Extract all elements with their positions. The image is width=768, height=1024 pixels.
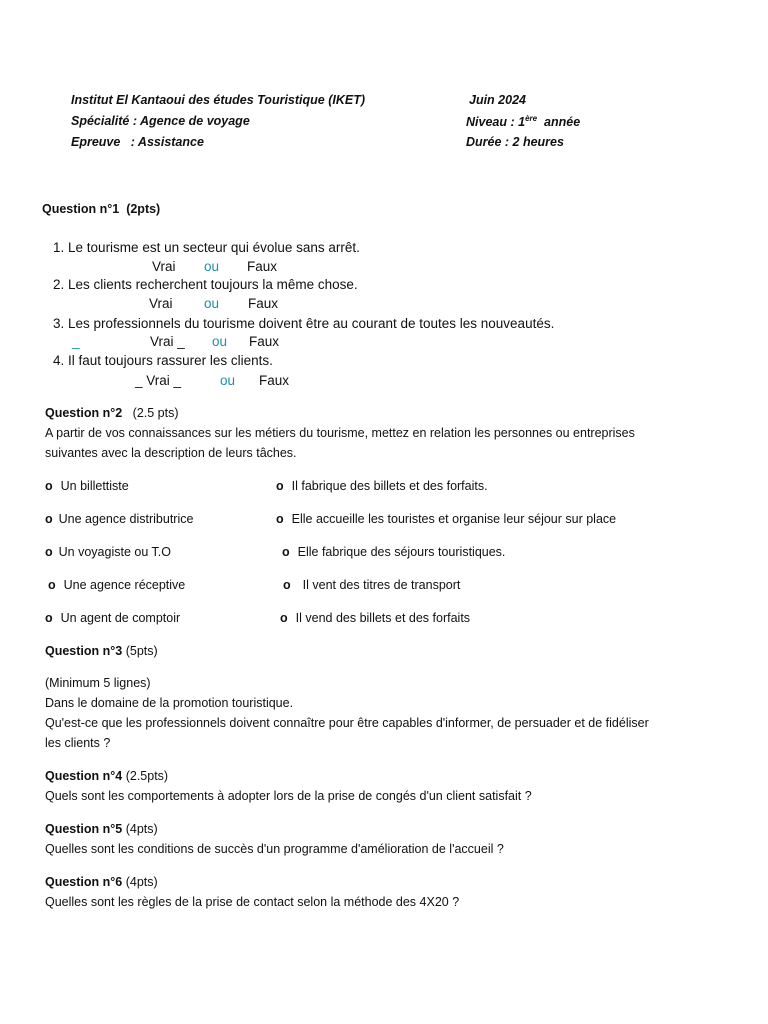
niveau — [466, 114, 580, 129]
q4-text: Quels sont les comportements à adopter lors de la prise de congés d'un client satisfait ? — [45, 789, 532, 803]
q2-right-text-2: Elle accueille les touristes et organise leur séjour sur place — [291, 512, 617, 526]
q5-heading — [45, 822, 158, 836]
q2-intro-line2: suivantes avec la description de leurs tâches. — [45, 446, 297, 460]
q1-item-4-faux: Faux — [259, 373, 290, 388]
niveau-prefix: Niveau : 1 — [466, 115, 526, 130]
q2-left-text-5: Un agent de comptoir — [60, 611, 181, 625]
q1-title: Question n°1 — [42, 202, 120, 216]
q2-left-item-1 — [45, 479, 129, 493]
epreuve: Epreuve : Assistance — [71, 135, 204, 149]
q3-title: Question n°3 — [45, 644, 123, 658]
q2-bullet-icon: o — [45, 512, 53, 526]
q1-item-4 — [53, 353, 273, 368]
q1-points: (2pts) — [126, 202, 161, 216]
q2-right-item-2 — [276, 512, 616, 526]
q3-line2: Dans le domaine de la promotion touristique. — [45, 696, 294, 710]
q1-item-2-ou: ou — [204, 296, 220, 311]
q1-item-4-ou: ou — [220, 373, 236, 388]
q1-item-2-faux: Faux — [248, 296, 279, 311]
q2-left-item-3 — [45, 545, 171, 559]
niveau-sup: ère — [525, 114, 538, 123]
q1-item-2-vrai: Vrai — [149, 296, 173, 311]
q2-left-text-4: Une agence réceptive — [63, 578, 186, 592]
q1-item-1-text: Le tourisme est un secteur qui évolue sans arrêt. — [68, 240, 360, 255]
q2-left-text-2: Une agence distributrice — [58, 512, 194, 526]
q2-right-item-5 — [280, 611, 470, 625]
q2-right-item-1 — [276, 479, 488, 493]
q2-bullet-icon: o — [45, 611, 53, 625]
q2-bullet-icon: o — [276, 512, 284, 526]
q3-heading — [45, 644, 158, 658]
q6-text: Quelles sont les règles de la prise de contact selon la méthode des 4X20 ? — [45, 895, 460, 909]
specialite: Spécialité : Agence de voyage — [71, 114, 250, 128]
q1-item-4-num: 4. — [53, 353, 65, 368]
q2-right-item-3 — [282, 545, 505, 559]
q1-item-1-ou: ou — [204, 259, 220, 274]
q2-bullet-icon: o — [276, 479, 284, 493]
q5-title: Question n°5 — [45, 822, 123, 836]
q2-bullet-icon: o — [45, 479, 53, 493]
q1-item-4-vrai: _ Vrai _ — [135, 373, 182, 388]
niveau-suffix: année — [537, 115, 581, 130]
q2-intro-line1: A partir de vos connaissances sur les métiers du tourisme, mettez en relation les personnes ou entreprises — [45, 426, 635, 440]
q2-right-text-3: Elle fabrique des séjours touristiques. — [297, 545, 506, 559]
q1-item-3-num: 3. — [53, 316, 65, 331]
exam-date: Juin 2024 — [469, 93, 526, 107]
q2-left-item-5 — [45, 611, 180, 625]
q3-line1: (Minimum 5 lignes) — [45, 676, 151, 690]
q2-left-text-1: Un billettiste — [60, 479, 129, 493]
q2-bullet-icon: o — [45, 545, 53, 559]
q2-points: (2.5 pts) — [132, 406, 179, 420]
q2-bullet-icon: o — [280, 611, 288, 625]
q1-item-3-faux: Faux — [249, 334, 280, 349]
q5-points: (4pts) — [125, 822, 158, 836]
q6-points: (4pts) — [125, 875, 158, 889]
q2-bullet-icon: o — [283, 578, 291, 592]
q1-item-3-ou: ou — [212, 334, 228, 349]
q2-left-text-3: Un voyagiste ou T.O — [58, 545, 171, 559]
q1-item-2 — [53, 277, 358, 292]
q1-item-2-num: 2. — [53, 277, 65, 292]
q1-item-1-faux: Faux — [247, 259, 278, 274]
q1-heading — [42, 202, 160, 216]
q2-bullet-icon: o — [48, 578, 56, 592]
q2-right-text-4: Il vent des titres de transport — [302, 578, 461, 592]
q2-right-text-5: Il vend des billets et des forfaits — [295, 611, 471, 625]
q5-text: Quelles sont les conditions de succès d'un programme d'amélioration de l'accueil ? — [45, 842, 504, 856]
q6-title: Question n°6 — [45, 875, 123, 889]
q1-item-3-lead: _ — [72, 334, 80, 349]
q4-heading — [45, 769, 168, 783]
q2-title: Question n°2 — [45, 406, 123, 420]
q1-item-4-text: Il faut toujours rassurer les clients. — [68, 353, 273, 368]
q2-bullet-icon: o — [282, 545, 290, 559]
q3-line3: Qu'est-ce que les professionnels doivent connaître pour être capables d'informer, de persuader et de fidéliser — [45, 716, 649, 730]
q1-item-1-vrai: Vrai — [152, 259, 176, 274]
duree: Durée : 2 heures — [466, 135, 564, 149]
q2-heading — [45, 406, 179, 420]
q2-right-item-4 — [283, 578, 460, 592]
q2-left-item-2 — [45, 512, 193, 526]
q4-points: (2.5pts) — [125, 769, 169, 783]
q3-line4: les clients ? — [45, 736, 111, 750]
institute-name: Institut El Kantaoui des études Touristique (IKET) — [71, 93, 365, 107]
q3-points: (5pts) — [125, 644, 158, 658]
q1-item-1-num: 1. — [53, 240, 65, 255]
q1-item-1 — [53, 240, 360, 255]
q1-item-2-text: Les clients recherchent toujours la même chose. — [68, 277, 358, 292]
q6-heading — [45, 875, 158, 889]
q1-item-3-text: Les professionnels du tourisme doivent être au courant de toutes les nouveautés. — [68, 316, 555, 331]
q1-item-3-vrai: Vrai _ — [150, 334, 185, 349]
q2-right-text-1: Il fabrique des billets et des forfaits. — [291, 479, 488, 493]
q1-item-3 — [53, 316, 554, 331]
q4-title: Question n°4 — [45, 769, 123, 783]
q2-left-item-4 — [48, 578, 185, 592]
